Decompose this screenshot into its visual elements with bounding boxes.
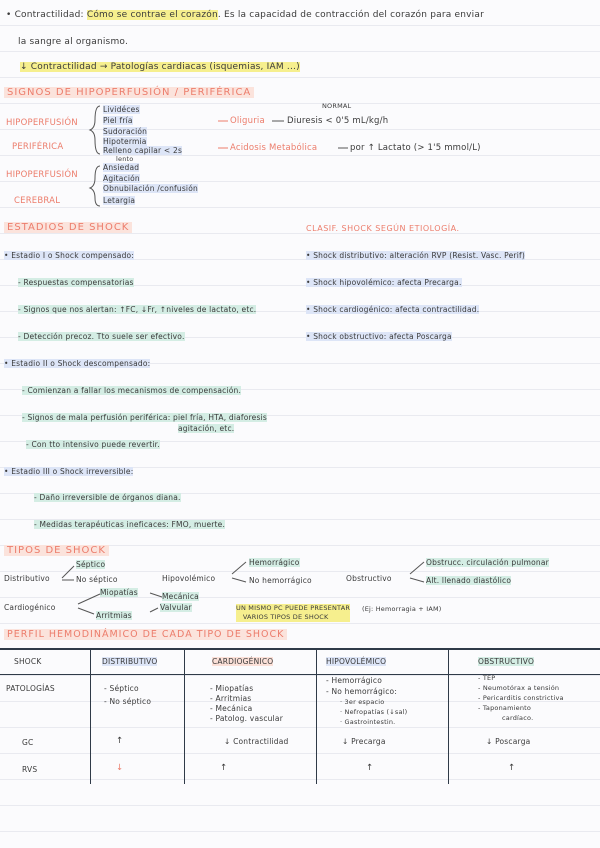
lactato-value: por ↑ Lactato (> 1'5 mmol/L) [350, 143, 481, 153]
cell-text: Hemorrágico [331, 676, 383, 685]
table-col-divider [184, 648, 185, 784]
row-label-rvs: RVS [22, 765, 38, 774]
row-label-gc: GC [22, 738, 34, 747]
estadio-1-title: • Estadio I o Shock compensado: [4, 251, 135, 260]
cell-obstructivo-pat: - Taponamiento [478, 704, 532, 712]
bullet-dot: • [6, 10, 15, 20]
cell-text: Pericarditis constrictiva [482, 694, 564, 702]
clasif-item: • Shock obstructivo: afecta Poscarga [306, 332, 452, 341]
periferica-item: Relleno capilar < 2s [103, 146, 183, 155]
note-line-1: UN MISMO PC PUEDE PRESENTAR [236, 604, 351, 612]
cerebral-item: Ansiedad [103, 163, 140, 172]
cell-hipovolemico-pat-sub: · Nefropatías (↓sal) [340, 708, 408, 716]
tipo-miopatias: Miopatías [100, 588, 138, 597]
diuresis-value: Diuresis < 0'5 mL/kg/h [287, 116, 389, 126]
estadio-1-item: - Detección precoz. Tto suele ser efectivo. [18, 332, 185, 341]
cell-hipovolemico-pat: - No hemorrágico: [326, 687, 398, 696]
label-hipoperfusion-cerebral-1: HIPOPERFUSIÓN [6, 170, 78, 180]
cell-hipovolemico-pat-sub: · 3er espacio [340, 698, 385, 706]
cell-rvs-hipovolemico: ↑ [366, 763, 374, 773]
contractilidad-definition: . Es la capacidad de contracción del corazón para enviar [217, 10, 484, 20]
tipo-distributivo: Distributivo [4, 574, 50, 583]
clasif-item-text: Shock hipovolémico: afecta Precarga. [313, 278, 462, 287]
estadio-2-item: - Comienzan a fallar los mecanismos de compensación. [22, 386, 242, 395]
periferica-item: Hipotermia [103, 137, 147, 146]
periferica-item: Sudoración [103, 127, 148, 136]
estadio-1-item-text: Respuestas compensatorias [23, 278, 134, 287]
table-header-hipovolemico: HIPOVOLÉMICO [326, 657, 387, 666]
tipo-septico: Séptico [76, 560, 106, 569]
estadio-1-item: - Signos que nos alertan: ↑FC, ↓Fr, ↑niveles de lactato, etc. [18, 305, 257, 314]
label-hipoperfusion-periferica-2: PERIFÉRICA [12, 142, 64, 152]
cell-gc-hipovolemico: ↓ Precarga [342, 737, 386, 746]
cell-text: TEP [482, 674, 496, 682]
cell-gc-cardiogenico: ↓ Contractilidad [224, 737, 289, 746]
cell-cardiogenico-pat: - Patolog. vascular [210, 714, 283, 723]
clasif-item-text: Shock distributivo: alteración RVP (Resist. Vasc. Perif) [313, 251, 525, 260]
cell-text: Nefropatías (↓sal) [344, 708, 408, 716]
cell-obstructivo-pat: - TEP [478, 674, 496, 682]
tipo-arritmias: Arritmias [96, 611, 132, 620]
tipo-hipovolemico: Hipovolémico [162, 574, 216, 583]
estadio-2-title: • Estadio II o Shock descompensado: [4, 359, 151, 368]
cell-cardiogenico-pat: - Arritmias [210, 694, 252, 703]
intro-line-1 [6, 10, 484, 20]
cell-obstructivo-pat-cont: cardíaco. [502, 714, 534, 722]
cell-text: Mecánica [215, 704, 253, 713]
note-line-2: VARIOS TIPOS DE SHOCK [242, 613, 329, 621]
cell-text: Séptico [109, 684, 139, 693]
estadio-1-item-text: Signos que nos alertan: ↑FC, ↓Fr, ↑niveles de lactato, etc. [23, 305, 257, 314]
cell-gc-obstructivo: ↓ Poscarga [486, 737, 531, 746]
tipo-obstructivo: Obstructivo [346, 574, 392, 583]
cell-cardiogenico-pat: - Miopatías [210, 684, 254, 693]
cerebral-item: Obnubilación /confusión [103, 184, 198, 193]
acidosis-label: Acidosis Metabólica [230, 143, 318, 153]
section-title-estadios: ESTADIOS DE SHOCK [4, 222, 132, 233]
cell-text: Neumotórax a tensión [482, 684, 560, 692]
estadio-2-item: - Signos de mala perfusión periférica: piel fría, HTA, diaforesis [22, 413, 267, 422]
table-col-divider [90, 648, 91, 784]
table-header-obstructivo: OBSTRUCTIVO [478, 657, 535, 666]
cell-text: No séptico [109, 697, 152, 706]
periferica-item: Piel fría [103, 116, 133, 125]
estadio-3-title-text: Estadio III o Shock irreversible: [11, 467, 134, 476]
clasif-item-text: Shock obstructivo: afecta Poscarga [313, 332, 452, 341]
intro-line-2: la sangre al organismo. [18, 37, 129, 47]
tipo-cardiogenico: Cardiogénico [4, 603, 56, 612]
estadio-1-title-text: Estadio I o Shock compensado: [11, 251, 135, 260]
estadio-2-item-text: Comienzan a fallar los mecanismos de compensación. [27, 386, 242, 395]
clasif-title: CLASIF. SHOCK SEGÚN ETIOLOGÍA. [306, 224, 460, 233]
contractilidad-definition-highlight: Cómo se contrae el corazón [86, 10, 218, 20]
estadio-2-item-text: Signos de mala perfusión periférica: piel fría, HTA, diaforesis [27, 413, 267, 422]
estadio-2-title-text: Estadio II o Shock descompensado: [11, 359, 151, 368]
cell-rvs-cardiogenico: ↑ [220, 763, 228, 773]
clasif-item: • Shock cardiogénico: afecta contractilidad. [306, 305, 480, 314]
estadio-3-item: - Daño irreversible de órganos diana. [34, 493, 181, 502]
normal-label: NORMAL [322, 102, 352, 110]
tipo-no-septico: No séptico [76, 575, 118, 584]
brace-cerebral [90, 166, 100, 206]
clasif-item: • Shock hipovolémico: afecta Precarga. [306, 278, 462, 287]
cerebral-item: Letargia [103, 196, 136, 205]
estadio-3-item: - Medidas terapéuticas ineficaces: FMO, muerte. [34, 520, 226, 529]
contractilidad-term: Contractilidad: [14, 10, 87, 20]
cell-text: Patolog. vascular [215, 714, 283, 723]
estadio-3-item-text: Medidas terapéuticas ineficaces: FMO, muerte. [39, 520, 226, 529]
estadio-3-title: • Estadio III o Shock irreversible: [4, 467, 134, 476]
intro-line-3: ↓ Contractilidad → Patologías cardiacas (isquemias, IAM ...) [20, 62, 300, 72]
estadio-2-item-text: Con tto intensivo puede revertir. [31, 440, 160, 449]
label-hipoperfusion-periferica-1: HIPOPERFUSIÓN [6, 118, 78, 128]
cell-text: No hemorrágico: [331, 687, 398, 696]
tipo-alt-llenado: Alt. llenado diastólico [426, 576, 512, 585]
brace-periferica [90, 106, 100, 154]
cell-text: Gastrointestin. [344, 718, 396, 726]
cell-rvs-distributivo: ↓ [116, 763, 124, 773]
cell-obstructivo-pat: - Pericarditis constrictiva [478, 694, 564, 702]
cell-distributivo-pat: - No séptico [104, 697, 152, 706]
estadio-2-item: - Con tto intensivo puede revertir. [26, 440, 160, 449]
note-example: (Ej: Hemorragia + IAM) [362, 605, 442, 613]
estadio-3-item-text: Daño irreversible de órganos diana. [39, 493, 181, 502]
estadio-1-item-text: Detección precoz. Tto suele ser efectivo. [23, 332, 185, 341]
table-col-divider [448, 648, 449, 784]
table-col-divider [316, 648, 317, 784]
clasif-item: • Shock distributivo: alteración RVP (Resist. Vasc. Perif) [306, 251, 525, 260]
periferica-item: Lividéces [103, 105, 140, 114]
cell-text: Arritmias [215, 694, 252, 703]
section-title-hipoperfusion: SIGNOS DE HIPOPERFUSIÓN / PERIFÉRICA [4, 87, 254, 98]
table-header-shock: SHOCK [14, 657, 42, 666]
cell-cardiogenico-pat: - Mecánica [210, 704, 253, 713]
tipo-no-hemorragico: No hemorrágico [249, 576, 312, 585]
row-label-patologias: PATOLOGÍAS [6, 684, 55, 693]
clasif-item-text: Shock cardiogénico: afecta contractilidad. [313, 305, 480, 314]
cell-hipovolemico-pat-sub: · Gastrointestin. [340, 718, 396, 726]
label-hipoperfusion-cerebral-2: CEREBRAL [14, 196, 61, 206]
tipo-hemorragico: Hemorrágico [249, 558, 300, 567]
cell-text: Taponamiento [482, 704, 532, 712]
cell-rvs-obstructivo: ↑ [508, 763, 516, 773]
oliguria-label: Oliguria [230, 116, 265, 126]
cell-obstructivo-pat: - Neumotórax a tensión [478, 684, 560, 692]
cell-gc-distributivo: ↑ [116, 736, 124, 746]
cell-hipovolemico-pat: - Hemorrágico [326, 676, 383, 685]
cell-distributivo-pat: - Séptico [104, 684, 139, 693]
estadio-2-item-cont: agitación, etc. [178, 424, 235, 433]
tipo-obstruc-circulacion: Obstrucc. circulación pulmonar [426, 558, 549, 567]
cerebral-item: Agitación [103, 174, 140, 183]
tipo-valvular: Valvular [160, 603, 192, 612]
table-header-distributivo: DISTRIBUTIVO [102, 657, 158, 666]
note-mismo-pc [236, 604, 350, 622]
tipo-mecanica: Mecánica [162, 592, 199, 601]
estadio-1-item: - Respuestas compensatorias [18, 278, 134, 287]
table-header-cardiogenico: CARDIOGÉNICO [212, 657, 274, 666]
section-title-perfil: PERFIL HEMODINÁMICO DE CADA TIPO DE SHOCK [4, 629, 287, 640]
section-title-tipos: TIPOS DE SHOCK [4, 545, 109, 556]
periferica-item-lento: lento [116, 155, 134, 163]
cell-text: Miopatías [215, 684, 254, 693]
cell-text: 3er espacio [344, 698, 385, 706]
